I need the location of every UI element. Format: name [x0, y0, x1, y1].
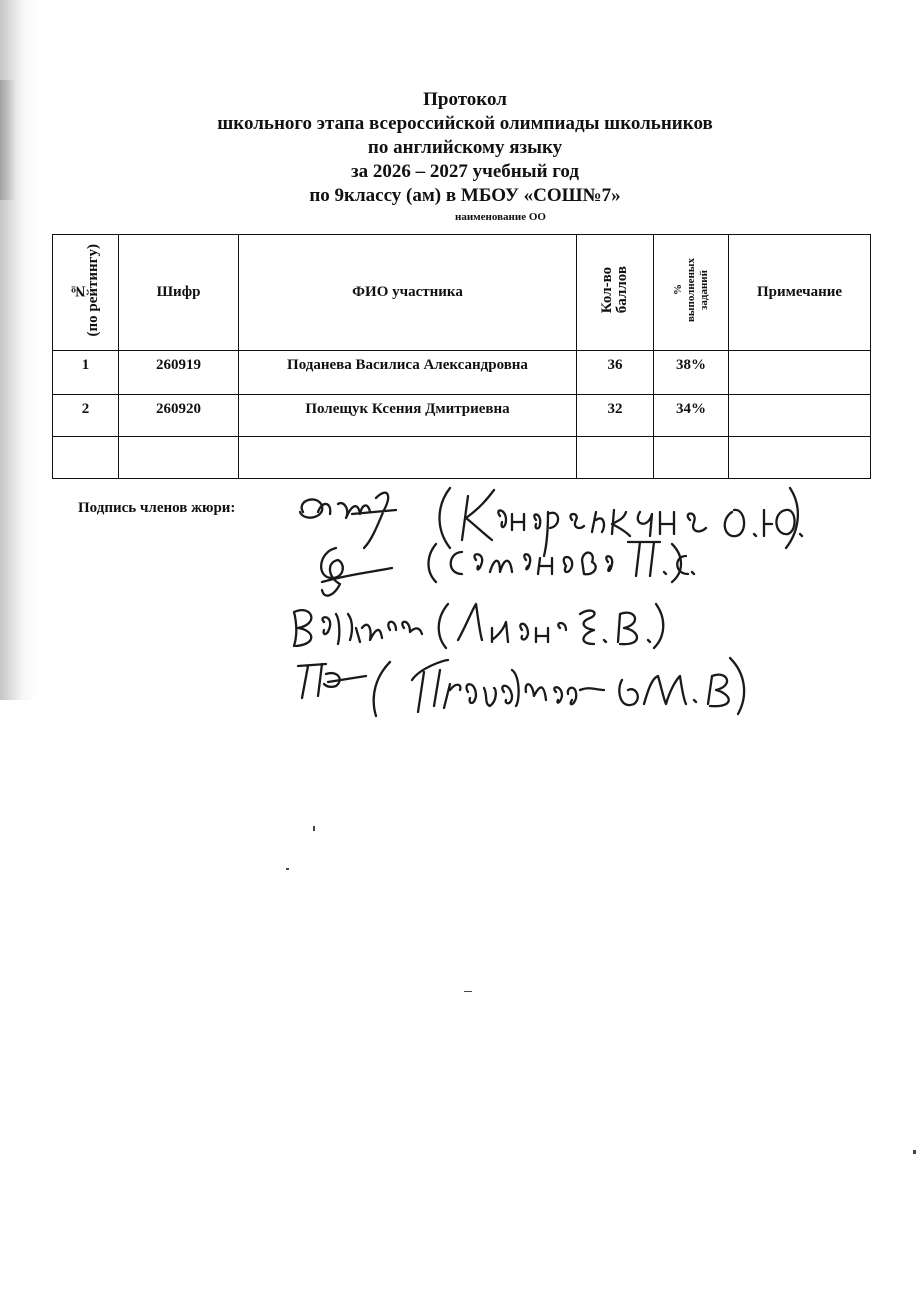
- signature-label: Подпись членов жюри:: [78, 500, 236, 516]
- signature-line-2: [321, 542, 694, 596]
- heading-line: школьного этапа всероссийской олимпиады школьников: [217, 113, 713, 134]
- cell-name: Поданева Василиса Александровна: [239, 351, 577, 395]
- scan-speck: [913, 1150, 916, 1154]
- cell-name: Полещук Ксения Дмитриевна: [239, 395, 577, 437]
- header-percent-line: выполненых: [684, 257, 697, 323]
- header-score-line: баллов: [614, 266, 630, 314]
- cell-rank: 2: [53, 395, 119, 437]
- cell-percent: 34%: [654, 395, 729, 437]
- heading-line: за 2026 – 2027 учебный год: [351, 161, 579, 182]
- header-rank-symbol: №: [69, 282, 86, 298]
- scan-speck: [286, 868, 289, 870]
- cell-percent: 38%: [654, 351, 729, 395]
- heading-line: по английскому языку: [367, 137, 563, 158]
- signature-line-4: [298, 658, 744, 716]
- header-percent-line: заданий: [697, 270, 710, 310]
- scan-speck: [313, 826, 315, 831]
- org-caption: наименование ОО: [455, 211, 546, 223]
- cell-score: 36: [577, 351, 654, 395]
- cell-score: 32: [577, 395, 654, 437]
- header-rank-caption: (по рейтингу): [84, 243, 101, 337]
- cell-rank: 1: [53, 351, 119, 395]
- cell-code: 260919: [119, 351, 239, 395]
- header-note: Примечание: [729, 235, 871, 351]
- header-percent-symbol: %: [671, 284, 684, 296]
- scan-speck: [464, 991, 472, 992]
- header-name: ФИО участника: [239, 235, 577, 351]
- header-code: Шифр: [119, 235, 239, 351]
- heading-line: по 9классу (ам) в МБОУ «СОШ№7»: [309, 185, 621, 206]
- cell-code: 260920: [119, 395, 239, 437]
- header-score-line: Кол-во: [599, 266, 615, 314]
- signature-line-3: [294, 604, 663, 648]
- signature-line-1: [300, 488, 802, 556]
- heading-line: Протокол: [423, 89, 507, 110]
